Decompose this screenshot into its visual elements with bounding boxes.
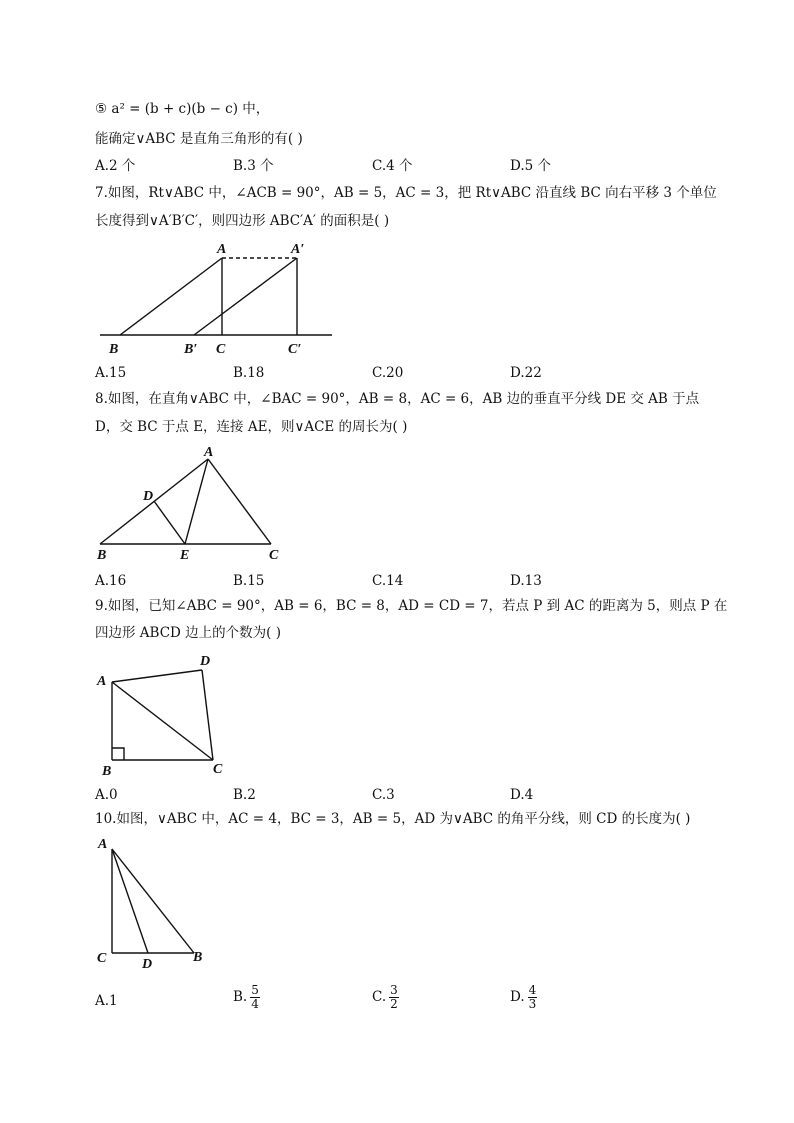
q9-label-c: C: [213, 762, 223, 777]
q10-option-d-numerator: 4: [528, 983, 537, 997]
q6-option-a: A.2 个: [95, 158, 136, 174]
q9-option-b: B.2: [233, 787, 256, 803]
q10-label-a: A: [98, 837, 108, 852]
q8-question-line-1: 8.如图，在直角∨ABC 中，∠BAC = 90°，AB = 8，AC = 6，AB 边的垂直平分线 DE 交 AB 于点: [95, 391, 700, 407]
q10-option-b: [233, 984, 260, 1011]
q9-option-a: A.0: [95, 787, 118, 803]
q9-option-c: C.3: [372, 787, 395, 803]
q10-figure: [93, 833, 218, 973]
q6-question-tail: 能确定∨ABC 是直角三角形的有( ): [95, 131, 303, 147]
q9-figure: [93, 650, 238, 780]
q10-option-d-prefix: D.: [510, 989, 525, 1005]
item-5-line: ⑤ a² = (b + c)(b − c) 中，: [95, 101, 270, 117]
q8-label-e: E: [180, 548, 190, 563]
q7-figure: [95, 238, 340, 358]
q8-figure: [93, 440, 293, 565]
q10-option-b-denominator: 4: [251, 997, 259, 1011]
q10-question-line-1: 10.如图，∨ABC 中，AC = 4，BC = 3，AB = 5，AD 为∨ABC 的角平分线，则 CD 的长度为( ): [95, 811, 691, 827]
q10-option-c: [372, 984, 399, 1011]
q7-label-c: C: [216, 342, 226, 357]
q8-question-line-2: D，交 BC 于点 E，连接 AE，则∨ACE 的周长为( ): [95, 419, 408, 435]
q10-option-a: A.1: [95, 993, 118, 1009]
q8-label-b: B: [97, 548, 107, 563]
q10-option-c-prefix: C.: [372, 989, 387, 1005]
q10-option-c-denominator: 2: [390, 997, 398, 1011]
q10-option-b-numerator: 5: [251, 983, 259, 997]
q9-question-line-1: 9.如图，已知∠ABC = 90°，AB = 6，BC = 8，AD = CD = 7，若点 P 到 AC 的距离为 5，则点 P 在: [95, 598, 728, 614]
q7-option-c: C.20: [372, 365, 404, 381]
q6-option-d: D.5 个: [510, 158, 552, 174]
q10-option-d-fraction: [528, 984, 538, 1011]
q7-label-c-prime: C′: [288, 342, 302, 357]
q6-option-c: C.4 个: [372, 158, 413, 174]
q7-label-b: B: [109, 342, 119, 357]
q6-option-b: B.3 个: [233, 158, 274, 174]
q8-option-d: D.13: [510, 573, 542, 589]
q10-option-b-prefix: B.: [233, 989, 248, 1005]
q10-label-d: D: [142, 957, 153, 972]
q7-question-line-1: 7.如图，Rt∨ABC 中，∠ACB = 90°，AB = 5，AC = 3，把 Rt∨ABC 沿直线 BC 向右平移 3 个单位: [95, 185, 717, 201]
q7-question-line-2: 长度得到∨A′B′C′，则四边形 ABC′A′ 的面积是( ): [95, 213, 390, 229]
q10-option-b-fraction: [250, 984, 260, 1011]
q7-label-b-prime: B′: [184, 342, 198, 357]
q7-label-a: A: [217, 242, 227, 257]
q8-label-d: D: [143, 489, 154, 504]
q9-label-d: D: [200, 654, 211, 669]
q10-option-c-fraction: [389, 984, 399, 1011]
q9-question-line-2: 四边形 ABCD 边上的个数为( ): [95, 625, 281, 641]
q8-option-c: C.14: [372, 573, 404, 589]
q9-option-d: D.4: [510, 787, 534, 803]
q9-label-a: A: [97, 674, 107, 689]
q10-option-d-denominator: 3: [528, 997, 537, 1011]
q10-label-b: B: [193, 950, 203, 965]
q7-label-a-prime: A′: [291, 242, 305, 257]
q10-option-d: [510, 984, 537, 1011]
q10-label-c: C: [97, 951, 107, 966]
q9-label-b: B: [102, 764, 112, 779]
q7-option-b: B.18: [233, 365, 265, 381]
q10-option-c-numerator: 3: [390, 983, 398, 997]
q8-option-b: B.15: [233, 573, 265, 589]
q8-label-a: A: [204, 445, 214, 460]
q7-option-d: D.22: [510, 365, 542, 381]
q7-option-a: A.15: [95, 365, 127, 381]
q8-label-c: C: [269, 548, 279, 563]
q8-option-a: A.16: [95, 573, 127, 589]
